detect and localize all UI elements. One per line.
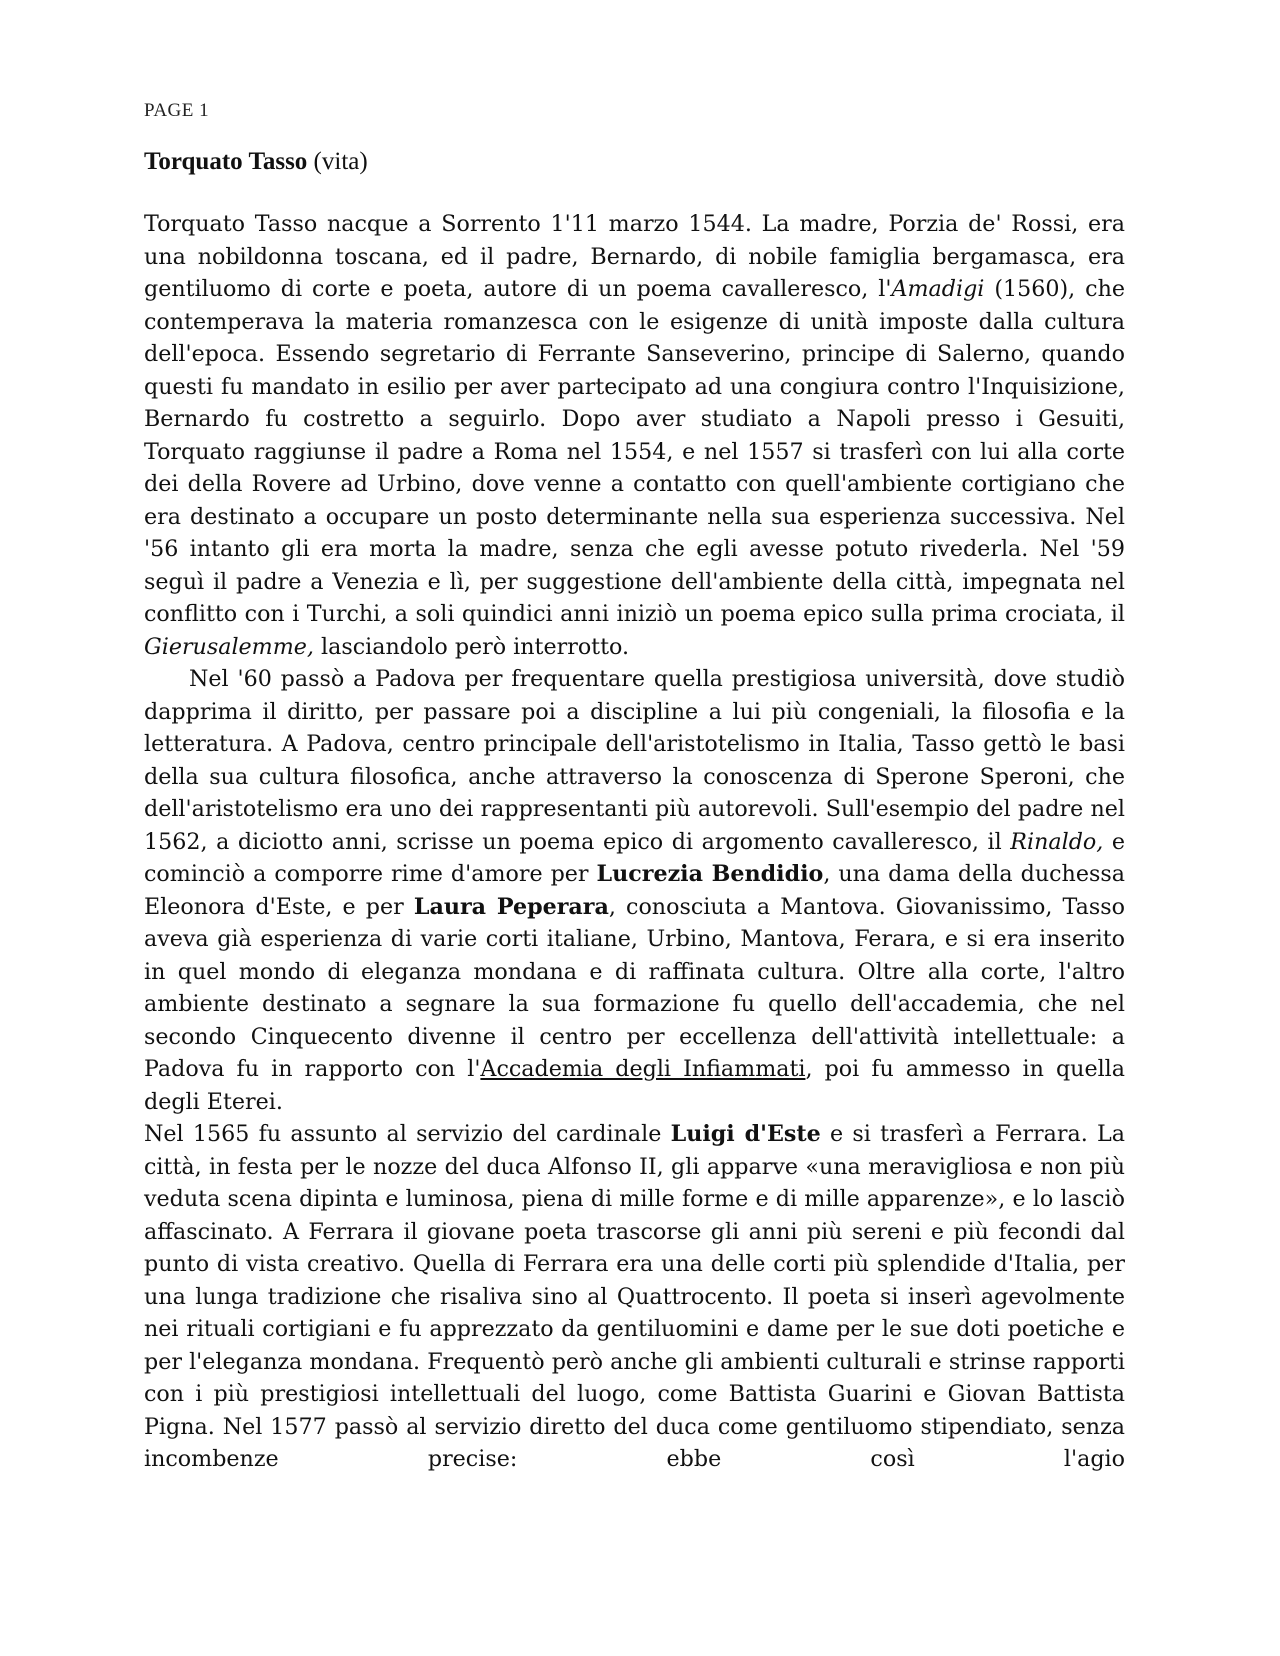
work-title-rinaldo: Rinaldo, [1010, 828, 1104, 855]
paragraph-1-text-c: lasciandolo però interrotto. [313, 633, 630, 660]
name-luigi-deste: Luigi d'Este [670, 1121, 821, 1147]
paragraph-1 [144, 208, 1125, 663]
paragraph-2 [144, 663, 1125, 1118]
title-name: Torquato Tasso [144, 148, 308, 175]
title-suffix: (vita) [307, 148, 368, 175]
paragraph-3-text-a: Nel 1565 fu assunto al servizio del cardinale [144, 1121, 671, 1147]
paragraph-2-text-e: , poi fu ammesso in quella degli Eterei. [144, 1056, 1125, 1115]
work-title-amadigi: Amadigi [891, 276, 985, 302]
paragraph-1-text-b: (1560), che contemperava la materia romanzesca con le esigenze di unità imposte dalla cultura dell'epoca. Essendo segretario di Ferrante Sanseverino, principe di Salerno, quando questi fu mandato in esilio per aver partecipato ad una congiura contro l'Inquisizione, Bernardo fu costretto a seguirlo. Dopo aver studiato a Napoli presso i Gesuiti, Torquato raggiunse il padre a Roma nel 1554, e nel 1557 si trasferì con lui alla corte dei della Rovere ad Urbino, dove venne a contatto con quell'ambiente cortigiano che era destinato a occupare un posto determinante nella sua esperienza successiva. Nel '56 intanto gli era morta la madre, senza che egli avesse potuto rivederla. Nel '59 seguì il padre a Venezia e lì, per suggestione dell'ambiente della città, impegnata nel conflitto con i Turchi, a soli quindici anni iniziò un poema epico sulla prima crociata, il [144, 276, 1125, 627]
work-title-gierusalemme: Gierusalemme, [144, 633, 314, 660]
name-laura-peperara: Laura Peperara [413, 893, 609, 920]
document-body [144, 208, 1125, 1476]
page-number-header: PAGE 1 [144, 100, 210, 121]
name-lucrezia-bendidio: Lucrezia Bendidio [596, 861, 824, 887]
paragraph-1-text-a: Torquato Tasso nacque a Sorrento 1'11 marzo 1544. La madre, Porzia de' Rossi, era una nobildonna toscana, ed il padre, Bernardo, di nobile famiglia bergamasca, era gentiluomo di corte e poeta, autore di un poema cavalleresco, l' [144, 211, 1125, 302]
paragraph-2-text-c: , una dama della duchessa Eleonora d'Este, e per [144, 861, 1125, 920]
paragraph-3 [144, 1118, 1125, 1476]
paragraph-2-text-a: Nel '60 passò a Padova per frequentare quella prestigiosa università, dove studiò dapprima il diritto, per passare poi a discipline a lui più congeniali, la filosofia e la letteratura. A Padova, centro principale dell'aristotelismo in Italia, Tasso gettò le basi della sua cultura filosofica, anche attraverso la conoscenza di Sperone Speroni, che dell'aristotelismo era uno dei rappresentanti più autorevoli. Sull'esempio del padre nel 1562, a diciotto anni, scrisse un poema epico di argomento cavalleresco, il [144, 666, 1125, 855]
document-title [144, 146, 368, 178]
paragraph-2-text-b: e cominciò a comporre rime d'amore per [144, 828, 1126, 887]
paragraph-3-text-b: e si trasferì a Ferrara. La città, in festa per le nozze del duca Alfonso II, gli apparve «una meravigliosa e non più veduta scena dipinta e luminosa, piena di mille forme e di mille apparenze», e lo lasciò affascinato. A Ferrara il giovane poeta trascorse gli anni più sereni e più fecondi dal punto di vista creativo. Quella di Ferrara era una delle corti più splendide d'Italia, per una lunga tradizione che risaliva sino al Quattrocento. Il poeta si inserì agevolmente nei rituali cortigiani e fu apprezzato da gentiluomini e dame per le sue doti poetiche e per l'eleganza mondana. Frequentò però anche gli ambienti culturali e strinse rapporti con i più prestigiosi intellettuali del luogo, come Battista Guarini e Giovan Battista Pigna. Nel 1577 passò al servizio diretto del duca come gentiluomo stipendiato, senza incombenze precise: ebbe così l'agio [144, 1121, 1125, 1472]
paragraph-2-text-d: , conosciuta a Mantova. Giovanissimo, Tasso aveva già esperienza di varie corti italiane, Urbino, Mantova, Ferara, e si era inserito in quel mondo di eleganza mondana e di raffinata cultura. Oltre alla corte, l'altro ambiente destinato a segnare la sua formazione fu quello dell'accademia, che nel secondo Cinquecento divenne il centro per eccellenza dell'attività intellettuale: a Padova fu in rapporto con l' [144, 893, 1125, 1082]
link-accademia-infiammati[interactable]: Accademia degli Infiammati [480, 1056, 806, 1082]
